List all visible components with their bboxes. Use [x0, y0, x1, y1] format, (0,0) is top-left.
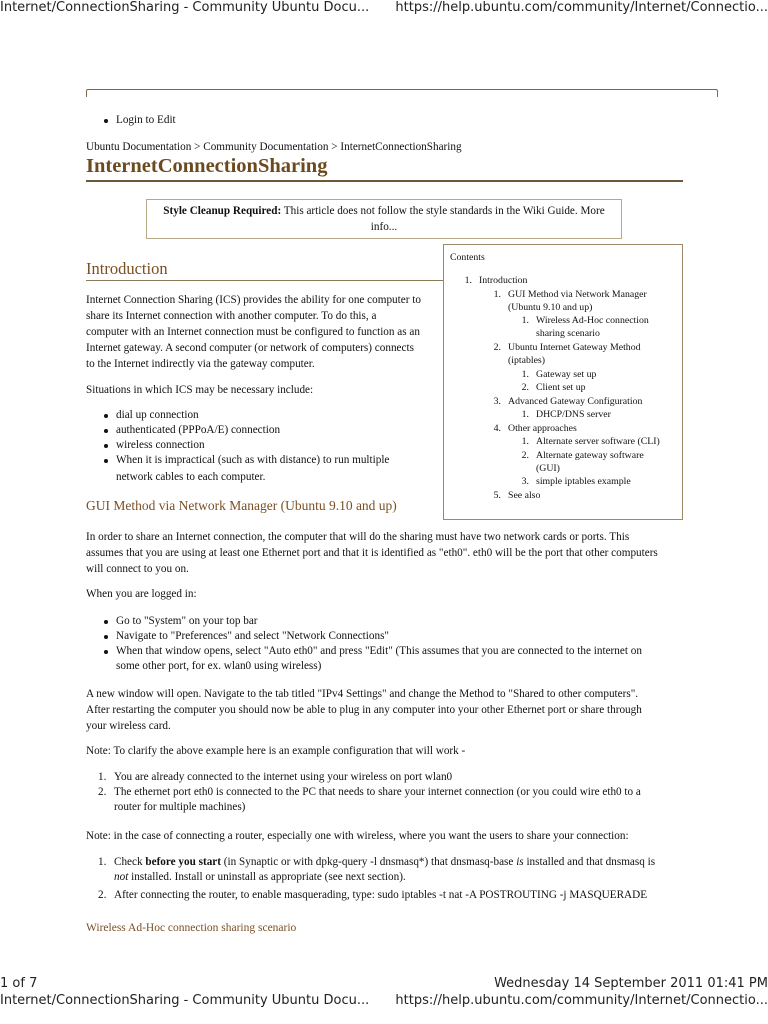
- list-item: Navigate to "Preferences" and select "Network Connections": [102, 629, 642, 644]
- list-item-cont: network cables to each computer.: [116, 471, 266, 483]
- gui-paragraph-3: A new window will open. Navigate to the tab titled "IPv4 Settings" and change the Method to "Shared to other computers". After restarting the computer you should now be able to plug in any computer into your other Ethernet port or share through your wireless card.: [86, 688, 642, 732]
- print-header-title: Internet/ConnectionSharing - Community Ubuntu Docu...: [0, 0, 370, 15]
- breadcrumb: [86, 139, 462, 155]
- introduction-heading: Introduction: [86, 259, 168, 278]
- list-item: Go to "System" on your top bar: [102, 614, 642, 629]
- gui-paragraph-1: In order to share an Internet connection, the computer that will do the sharing must have two network cards or ports. This assumes that you are using at least one Ethernet port and that it is identified as "eth0". eth0 will be the port that other computers will connect to you on.: [86, 531, 658, 575]
- notice-more-info-link[interactable]: info...: [370, 221, 398, 233]
- list-item: 2. After connecting the router, to enable masquerading, type: sudo iptables -t nat -A POSTROUTING -j MASQUERADE: [98, 889, 648, 901]
- print-footer-page: 1 of 7: [0, 976, 38, 991]
- list-item: dial up connection: [102, 408, 389, 423]
- print-footer-datetime: Wednesday 14 September 2011 01:41 PM: [494, 976, 768, 991]
- toc-entry-cont[interactable]: (GUI): [536, 463, 560, 474]
- wireless-adhoc-heading: Wireless Ad-Hoc connection sharing scenario: [86, 922, 297, 934]
- situations-list: [102, 408, 389, 468]
- login-list: [102, 113, 176, 128]
- list-item: 2. The ethernet port eth0 is connected to the PC that needs to share your internet connection (or you could wire eth0 to a: [98, 786, 641, 798]
- list-item-cont: router for multiple machines): [114, 801, 246, 813]
- notice-bold: Style Cleanup Required:: [163, 205, 282, 217]
- toc-entry-cont[interactable]: sharing scenario: [536, 328, 600, 339]
- gui-steps-list: [102, 614, 642, 659]
- gui-note-1: Note: To clarify the above example here is an example configuration that will work -: [86, 745, 466, 757]
- content-frame-top: [86, 89, 718, 97]
- list-item: 1. Check before you start (in Synaptic or with dpkg-query -l dnsmasq*) that dnsmasq-base is installed and that dnsmasq is not installed. Install or uninstall as appropriate (see next section).: [98, 856, 656, 883]
- print-header-url: https://help.ubuntu.com/community/Internet/Connectio...: [395, 0, 768, 15]
- breadcrumb-item-community-documentation[interactable]: Community Documentation: [203, 141, 329, 153]
- notice-text: This article does not follow the style standards in the Wiki Guide. More: [281, 205, 605, 217]
- gui-logged-in-text: When you are logged in:: [86, 588, 197, 600]
- list-item-cont: some other port, for ex. wlan0 using wireless): [116, 660, 322, 672]
- intro-paragraph: Internet Connection Sharing (ICS) provides the ability for one computer to share its Internet connection with another computer. To do this, a computer with an Internet connection must be configured to function as an Internet gateway. A second computer (or network of computers) connects to the Internet indirectly via the gateway computer.: [86, 294, 421, 370]
- gui-note-2: Note: in the case of connecting a router, especially one with wireless, where you want the users to share your connection:: [86, 830, 629, 842]
- breadcrumb-item-current[interactable]: InternetConnectionSharing: [340, 141, 462, 153]
- title-rule: [86, 180, 683, 182]
- table-of-contents: Contents 1. Introduction 1. GUI Method via Network Manager (Ubuntu 9.10 and up) 1. Wireless Ad-Hoc connection sharing scenario 2. Ubuntu Internet Gateway Method (iptables) 1. Gateway set up 2. Client set up 3. Advanced Gateway Configuration 1. DHCP/DNS server 4. Other approaches 1. Alternate server software (CLI) 2. Alternate gateway software (GUI) 3. simple iptables example 5. See also: [443, 244, 683, 520]
- toc-title: Contents: [450, 252, 485, 263]
- list-item: When that window opens, select "Auto eth0" and press "Edit" (This assumes that you are connected to the internet on: [102, 644, 642, 659]
- style-cleanup-notice: [146, 199, 622, 239]
- example-config-list: [86, 770, 641, 815]
- toc-entry-cont[interactable]: (iptables): [508, 355, 545, 366]
- introduction-rule: [86, 280, 443, 281]
- print-footer-title: Internet/ConnectionSharing - Community Ubuntu Docu...: [0, 993, 370, 1008]
- breadcrumb-separator: >: [191, 141, 204, 153]
- toc-entry-cont[interactable]: (Ubuntu 9.10 and up): [508, 302, 593, 313]
- login-link[interactable]: Login to Edit: [102, 113, 176, 128]
- router-steps-list: [86, 855, 655, 903]
- list-item: wireless connection: [102, 438, 389, 453]
- intro-situations-text: Situations in which ICS may be necessary include:: [86, 384, 314, 396]
- breadcrumb-item-ubuntu-documentation[interactable]: Ubuntu Documentation: [86, 141, 192, 153]
- list-item: authenticated (PPPoA/E) connection: [102, 423, 389, 438]
- list-item: When it is impractical (such as with distance) to run multiple: [102, 453, 389, 468]
- breadcrumb-separator: >: [328, 141, 341, 153]
- list-item: 1. You are already connected to the internet using your wireless on port wlan0: [98, 771, 453, 783]
- page-title: InternetConnectionSharing: [86, 155, 328, 177]
- print-footer-url: https://help.ubuntu.com/community/Internet/Connectio...: [395, 993, 768, 1008]
- gui-method-heading: GUI Method via Network Manager (Ubuntu 9.10 and up): [86, 498, 397, 513]
